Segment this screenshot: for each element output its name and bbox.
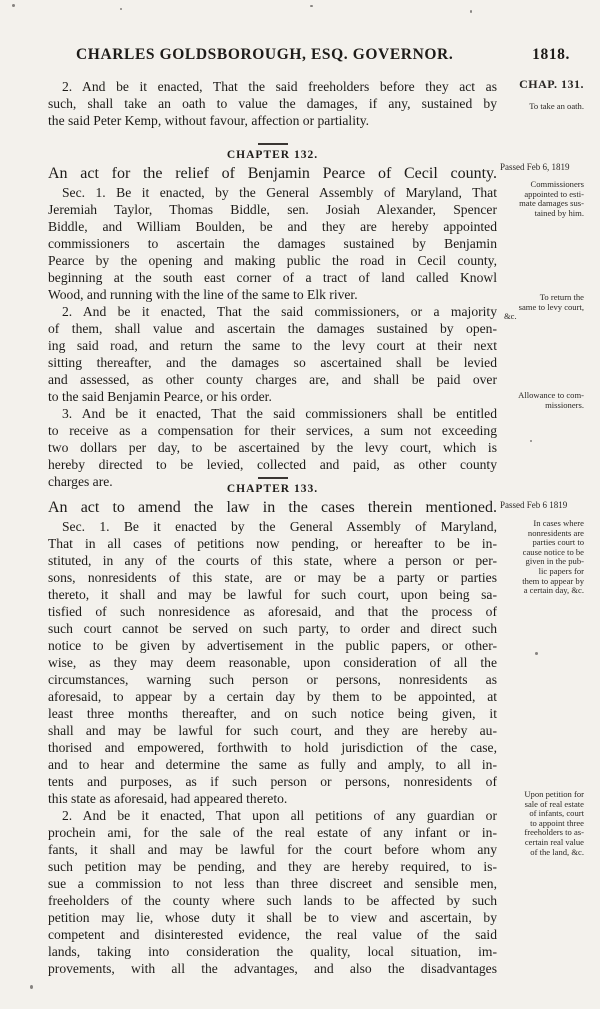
text-line: sue a commission to not less than three discreet and sensible men, bbox=[48, 876, 497, 891]
margin-line: tained by him. bbox=[534, 207, 584, 218]
margin-line: given in the pub- bbox=[525, 556, 584, 567]
text-line: Sec. 1. Be it enacted, by the General Assembly of Maryland, That bbox=[62, 185, 497, 200]
chapter-131-section-2 bbox=[48, 78, 497, 129]
text-line: ing said road, and return the same to the levy court at their next bbox=[48, 338, 497, 353]
scan-speck bbox=[535, 652, 538, 655]
section-1 bbox=[48, 518, 497, 807]
running-head-year: 1818. bbox=[532, 46, 570, 63]
text-line: prochein ami, for the sale of the real estate of any infant or in- bbox=[48, 825, 497, 840]
text-line: circumstances, warning such person or persons, nonresidents as bbox=[48, 672, 497, 687]
margin-line: cause notice to be bbox=[522, 546, 584, 557]
text-line: such, shall take an oath to value the damages, if any, sustained by bbox=[48, 96, 497, 111]
scan-speck bbox=[310, 5, 313, 7]
margin-line: Upon petition for bbox=[524, 789, 584, 799]
margin-line: freeholders to as- bbox=[524, 827, 584, 838]
margin-line: appointed to esti- bbox=[524, 188, 584, 199]
text-line: 3. And be it enacted, That the said commissioners shall be entitled bbox=[62, 406, 497, 421]
act-title: An act for the relief of Benjamin Pearce of Cecil county. bbox=[48, 165, 497, 182]
margin-note-return bbox=[500, 293, 584, 322]
text-line: Sec. 1. Be it enacted by the General Assembly of Maryland, bbox=[62, 519, 497, 534]
scan-speck bbox=[530, 440, 532, 442]
chapter-heading: CHAPTER 132. bbox=[226, 149, 319, 161]
text-line: fants, it shall and may be lawful for the court before whom any bbox=[48, 842, 497, 857]
text-line: tents and purposes, as if such person or persons, nonresidents of bbox=[48, 774, 497, 789]
margin-line: parties court to bbox=[532, 537, 584, 548]
passed-date: Passed Feb 6 1819 bbox=[500, 500, 568, 510]
text-line: to receive as a compensation for their services, a sum not exceeding bbox=[48, 423, 497, 438]
text-line: such petition may be pending, and they are hereby required, to is- bbox=[48, 859, 497, 874]
margin-line: certain real value bbox=[524, 836, 584, 847]
margin-chapter-label: CHAP. 131. bbox=[519, 77, 584, 91]
margin-line: To return the bbox=[539, 292, 584, 302]
text-line: thorised and empowered, forthwith to hold jurisdiction of the case, bbox=[48, 740, 497, 755]
text-line: aforesaid, to appear by a certain day by them to be appointed, at bbox=[48, 689, 497, 704]
text-line: commissioners to ascertain the damages sustained by Benjamin bbox=[48, 236, 497, 251]
section-1 bbox=[48, 184, 497, 303]
margin-note-passed-133 bbox=[500, 501, 584, 511]
text-line: the said Peter Kemp, without favour, affection or partiality. bbox=[48, 113, 370, 128]
divider-rule bbox=[258, 477, 288, 479]
text-line: lands, taking into consideration the quality, local situation, im- bbox=[48, 944, 497, 959]
text-line: least three months thereafter, and on such notice being given, it bbox=[48, 706, 497, 721]
margin-line: Commissioners bbox=[530, 179, 584, 189]
text-line: of them, shall value and ascertain the damages sustained by open- bbox=[48, 321, 497, 336]
chapter-heading: CHAPTER 133. bbox=[226, 483, 319, 495]
text-line: and to hear and determine the same as fully and amply, to all in- bbox=[48, 757, 497, 772]
margin-line: &c. bbox=[504, 311, 517, 322]
text-line: provements, with all the advantages, and also the disadvantages bbox=[48, 961, 497, 976]
margin-line: of the land, &c. bbox=[530, 846, 584, 857]
text-line: Pearce by the opening and making public the road in Cecil county, bbox=[48, 253, 497, 268]
margin-note-allowance bbox=[500, 391, 584, 410]
text-line: beginning at the south east corner of a tract of land called Knowl bbox=[48, 270, 497, 285]
text-line: petition may lie, whose duty it shall be to view and ascertain, by bbox=[48, 910, 497, 925]
margin-note-commissioners bbox=[500, 180, 584, 218]
divider-rule bbox=[258, 143, 288, 145]
margin-line: same to levy court, bbox=[518, 301, 584, 312]
margin-line: mate damages sus- bbox=[519, 198, 584, 209]
text-line: Jeremiah Taylor, Thomas Biddle, sen. Josiah Alexander, Spencer bbox=[48, 202, 497, 217]
margin-note-nonresidents bbox=[500, 519, 584, 596]
margin-note-chap-131 bbox=[500, 77, 584, 111]
text-line: shall and may be lawful for such court, and they are hereby au- bbox=[48, 723, 497, 738]
passed-date: Passed Feb 6, 1819 bbox=[500, 162, 570, 172]
text-line: to the said Benjamin Pearce, or his order. bbox=[48, 389, 272, 404]
text-line: Wood, and running with the line of the same to Elk river. bbox=[48, 287, 358, 302]
margin-line: of infants, court bbox=[529, 808, 584, 819]
margin-line: In cases where bbox=[533, 518, 584, 528]
text-line: competent and disinterested evidence, the real value of the said bbox=[48, 927, 497, 942]
text-line: and assessed, as other county charges are, and shall be paid over bbox=[48, 372, 497, 387]
margin-line: sale of real estate bbox=[524, 798, 584, 809]
text-line: 2. And be it enacted, That the said freeholders before they act as bbox=[62, 79, 497, 94]
text-line: notice to be given by advertisement in the public papers, or other- bbox=[48, 638, 497, 653]
margin-note-passed-132 bbox=[500, 163, 584, 173]
margin-line: lic papers for bbox=[538, 565, 584, 576]
scan-speck bbox=[30, 985, 33, 989]
margin-note: To take an oath. bbox=[529, 100, 584, 111]
text-line: That in all cases of petitions now pending, or hereafter to be in- bbox=[48, 536, 497, 551]
scan-speck bbox=[470, 10, 472, 13]
chapter-132 bbox=[48, 143, 497, 490]
text-line: hereby directed to be levied, collected and paid, as other county bbox=[48, 457, 497, 472]
text-line: such court cannot be served on such party, to order and direct such bbox=[48, 621, 497, 636]
margin-line: to appoint three bbox=[530, 817, 584, 828]
section-2 bbox=[48, 807, 497, 977]
text-line: wise, as they may deem reasonable, upon consideration of all the bbox=[48, 655, 497, 670]
text-line: stituted, in any of the courts of this state, where a person or per- bbox=[48, 553, 497, 568]
text-line: charges are. bbox=[48, 474, 113, 489]
margin-line: Allowance to com- bbox=[518, 390, 584, 400]
margin-line: nonresidents are bbox=[527, 527, 584, 538]
margin-note-sale-of-real-estate bbox=[500, 790, 584, 857]
text-line: sitting thereafter, and the damages so ascertained shall be levied bbox=[48, 355, 497, 370]
margin-line: missioners. bbox=[545, 399, 584, 410]
text-line: 2. And be it enacted, That upon all petitions of any guardian or bbox=[62, 808, 497, 823]
section-2 bbox=[48, 303, 497, 405]
running-head-title: CHARLES GOLDSBOROUGH, ESQ. GOVERNOR. bbox=[76, 46, 454, 63]
text-line: freeholders of the county where such lands to be affected by such bbox=[48, 893, 497, 908]
text-line: this state as aforesaid, had appeared thereto. bbox=[48, 791, 288, 806]
text-line: 2. And be it enacted, That the said commissioners, or a majority bbox=[62, 304, 497, 319]
text-line: sons, nonresidents of this state, are or may be a party or parties bbox=[48, 570, 497, 585]
text-line: Biddle, and William Boulden, be and they are hereby appointed bbox=[48, 219, 497, 234]
act-title: An act to amend the law in the cases therein mentioned. bbox=[48, 499, 497, 516]
margin-line: a certain day, &c. bbox=[523, 585, 584, 596]
chapter-133 bbox=[48, 477, 497, 977]
scan-speck bbox=[120, 8, 122, 10]
text-line: tisfied of such nonresidence as aforesaid, and that the process of bbox=[48, 604, 497, 619]
text-line: two dollars per day, to be ascertained by the levy court, which is bbox=[48, 440, 497, 455]
margin-line: them to appear by bbox=[522, 575, 584, 586]
scan-speck bbox=[12, 4, 15, 7]
text-line: thereto, it shall and may be lawful for such court, upon being sa- bbox=[48, 587, 497, 602]
